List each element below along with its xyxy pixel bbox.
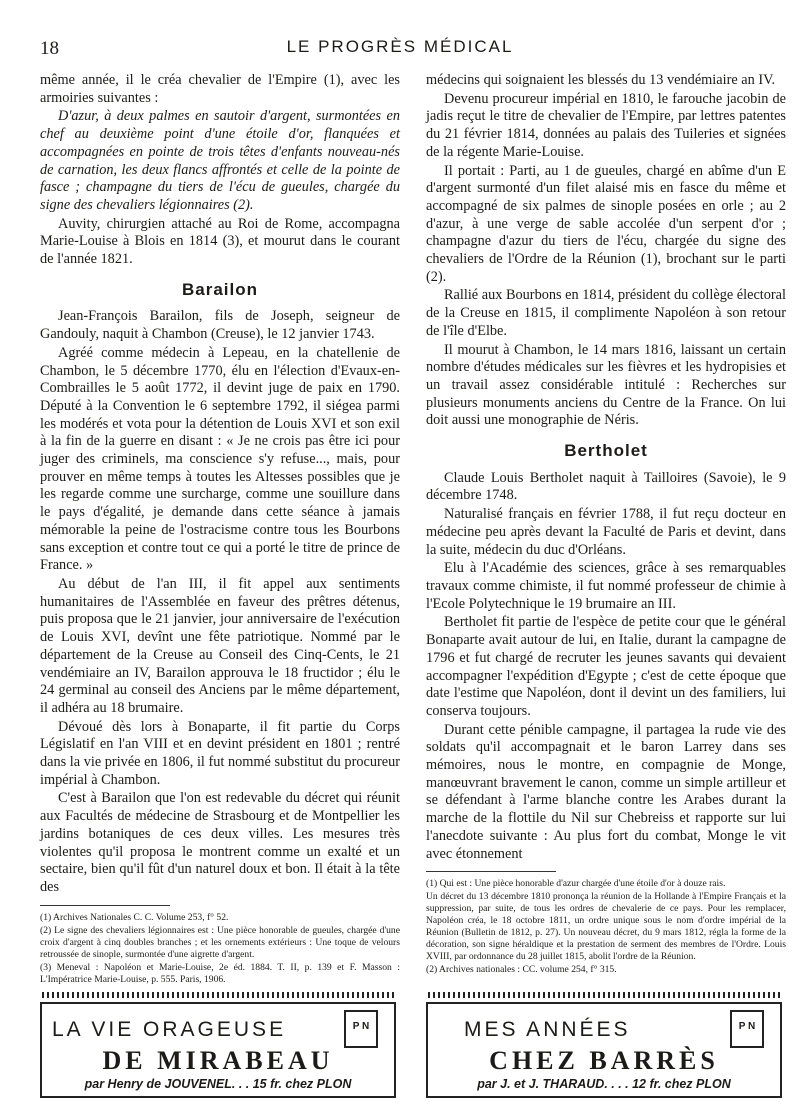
right-column <box>426 72 786 977</box>
paragraph: Agréé comme médecin à Lepeau, en la chatellenie de Chambon, le 5 décembre 1770, élu en l'élection d'Evaux-en-Combrailles le 5 août 1772, il devint juge de paix en 1790. Député à la Convention le 6 septembre 1792, il siégea parmi les modérés et vota pour la détention de Louis XVI et son exil à la fin de la guerre en disant : « Je ne crois pas être ici pour juger des criminels, ma conscience s'y refuse..., mais, pour prouver en même temps à toutes les Altesses possibles que je les regarde comme une surcharge, comme une souillure dans le pays d'égalité, je demande dans cette séance à jamais mémorable la peine de l'ostracisme contre tous les Bourbons sans exception et contre tout ce qui a porté le titre de prince de France. » <box>40 344 400 574</box>
footnote-divider <box>426 871 556 872</box>
paragraph: Claude Louis Bertholet naquit à Tailloires (Savoie), le 9 décembre 1748. <box>426 469 786 504</box>
paragraph: Jean-François Barailon, fils de Joseph, seigneur de Gandouly, naquit à Chambon (Creuse), le 12 janvier 1743. <box>40 308 400 343</box>
advertisement-mirabeau <box>40 1002 396 1098</box>
footnote-divider <box>40 905 170 906</box>
paragraph: Rallié aux Bourbons en 1814, président du collège électoral de la Creuse en 1815, il complimente Napoléon à son retour de l'île d'Elbe. <box>426 287 786 339</box>
ad-title-line2: CHEZ BARRÈS <box>489 1046 719 1075</box>
journal-title: LE PROGRÈS MÉDICAL <box>286 37 514 56</box>
left-column <box>40 72 400 987</box>
advertisement-barres <box>426 1002 782 1098</box>
paragraph: D'azur, à deux palmes en sautoir d'argent, surmontées en chef au deuxième point d'une étoile d'or, flanquées et accompagnées en pointe de trois têtes d'enfants nouveau-nés de carnation, les deux flancs affrontés et celle de la pointe de fasce ; champagne du tiers de l'écu de gueules, chargée du signe des chevaliers légionnaires (2). <box>40 108 400 213</box>
paragraph: Il portait : Parti, au 1 de gueules, chargé en abîme d'un E d'argent surmonté d'un filet alaisé mis en fasce du même et accompagné de six palmes de sinople posées en orle ; au 2 d'azur, à une verge de sable accolée d'un serpent d'or ; champagne d'azur du tiers de l'écu, chargée du signe des chevaliers de l'Ordre de la Réunion (1), brochant sur le parti (2). <box>426 162 786 285</box>
ad-title-line2: DE MIRABEAU <box>102 1046 334 1075</box>
ad-title-line1: LA VIE ORAGEUSE <box>52 1018 287 1041</box>
decorative-border <box>428 992 780 998</box>
paragraph: médecins qui soignaient les blessés du 13 vendémiaire an IV. <box>426 72 776 88</box>
paragraph: C'est à Barailon que l'on est redevable du décret qui réunit aux Facultés de médecine de Strasbourg et de Montpellier les jardins botaniques de ces deux villes. Les mesures très violentes qu'il proposa le montrent comme un exalté et un sectaire, bien qu'il fût d'un naturel doux et bon. Il était à la tête des <box>40 790 400 895</box>
footnote: (1) Qui est : Une pièce honorable d'azur chargée d'une étoile d'or à douze rais. <box>426 878 726 890</box>
footnotes <box>426 878 786 976</box>
paragraph: Au début de l'an III, il fit appel aux sentiments humanitaires de l'Assemblée en faveur des prêtres détenus, puis proposa que le 21 janvier, jour anniversaire de l'exécution de Louis XVI, devînt une fête patriotique. Nommé par le département de la Creuse au Conseil des Cinq-Cents, le 21 vendémiaire an IV, Barailon approuva le 18 fructidor ; élu le 24 germinal au conseil des Anciens par le même département, il adhéra au 18 brumaire. <box>40 575 400 716</box>
publisher-logo-icon: P N <box>730 1010 764 1048</box>
footnote: (3) Meneval : Napoléon et Marie-Louise, 2e éd. 1884. T. II, p. 139 et F. Masson : L'Impératrice Marie-Louise, p. 555. Paris, 1906. <box>40 961 400 985</box>
paragraph: Devenu procureur impérial en 1810, le farouche jacobin de jadis reçut le titre de chevalier de l'Empire, par lettres patentes du 21 février 1814, données au palais des Tuileries et signées de la régente Marie-Louise. <box>426 90 786 160</box>
paragraph: Dévoué dès lors à Bonaparte, il fit partie du Corps Législatif en l'an VIII et en devint président en 1801 ; rentré dans la vie privée en 1806, il fut nommé substitut du procureur impérial à Chambon. <box>40 718 400 788</box>
paragraph: Auvity, chirurgien attaché au Roi de Rome, accompagna Marie-Louise à Blois en 1814 (3), et mourut dans le courant de l'année 1821. <box>40 215 400 268</box>
ad-title-line1: MES ANNÉES <box>464 1018 631 1041</box>
footnote: (2) Le signe des chevaliers légionnaires est : Une pièce honorable de gueules, chargée d'une croix d'argent à cinq doubles branches ; et les ornements extérieurs : Une toque de velours retroussée de sinople, surmontée d'une aigrette d'argent. <box>40 924 400 960</box>
footnote: Un décret du 13 décembre 1810 prononça la réunion de la Hollande à l'Empire Français et la suppression, par suite, de tous les ordres de chevalerie de ce pays. Pour les remplacer, Napoléon créa, le 18 octobre 1811, un ordre unique sous le nom d'ordre impérial de la Réunion (Bulletin de 1812, p. 27). Un nouveau décret, du 9 mars 1812, régla la forme de la décoration, son signe héraldique et la prestation de serment des membres de l'Ordre. Louis XVIII, par ordonnance du 28 juillet 1815, abolit l'ordre de la Réunion. <box>426 891 786 963</box>
ad-byline: par Henry de JOUVENEL. . . 15 fr. chez PLON <box>84 1077 352 1091</box>
paragraph: Durant cette pénible campagne, il partagea la rude vie des soldats qu'il accompagnait et le baron Larrey dans ses mémoires, nous le montre, en compagnie de Monge, manœuvrant bravement le canon, comme un simple artilleur et se défendant à l'arme blanche contre les Arabes durant la marche de la flottile du Nil sur Chebreiss et rapporte sur lui l'anecdote suivante : Au plus fort du combat, Monge le vit avec étonnement <box>426 721 786 862</box>
publisher-logo-icon: P N <box>344 1010 378 1048</box>
footnotes <box>40 912 400 986</box>
paragraph: Elu à l'Académie des sciences, grâce à ses remarquables travaux comme chimiste, il fut nommé professeur de chimie à l'Ecole Polytechnique le 19 brumaire an III. <box>426 560 786 612</box>
decorative-border <box>42 992 394 998</box>
section-title-barailon: Barailon <box>181 279 259 299</box>
paragraph: même année, il le créa chevalier de l'Empire (1), avec les armoiries suivantes : <box>40 72 400 106</box>
page-number: 18 <box>40 38 59 59</box>
paragraph: Il mourut à Chambon, le 14 mars 1816, laissant un certain nombre d'études médicales sur les fièvres et les hydropisies et un travail assez considérable intitulé : Recherches sur plusieurs monuments anciens du Centre de la France. On lui doit aussi une monographie de Néris. <box>426 341 786 429</box>
ad-byline: par J. et J. THARAUD. . . . 12 fr. chez PLON <box>477 1077 731 1091</box>
paragraph: Bertholet fit partie de l'espèce de petite cour que le général Bonaparte avait autour de lui, en Italie, durant la campagne de 1796 et fut chargé de recruter les jeunes savants qui devaient accompagner l'expédition d'Egypte ; c'est de cette époque que date l'estime que Napoléon, dont il devint un des familiers, lui conserva toujours. <box>426 614 786 719</box>
paragraph: Naturalisé français en février 1788, il fut reçu docteur en médecine peu après devant la Faculté de Paris et devint, dans la suite, médecin du duc d'Orléans. <box>426 506 786 558</box>
section-title-bertholet: Bertholet <box>564 441 648 461</box>
footnote: (2) Archives nationales : CC. volume 254, f° 315. <box>426 964 617 976</box>
footnote: (1) Archives Nationales C. C. Volume 253, f° 52. <box>40 911 229 923</box>
